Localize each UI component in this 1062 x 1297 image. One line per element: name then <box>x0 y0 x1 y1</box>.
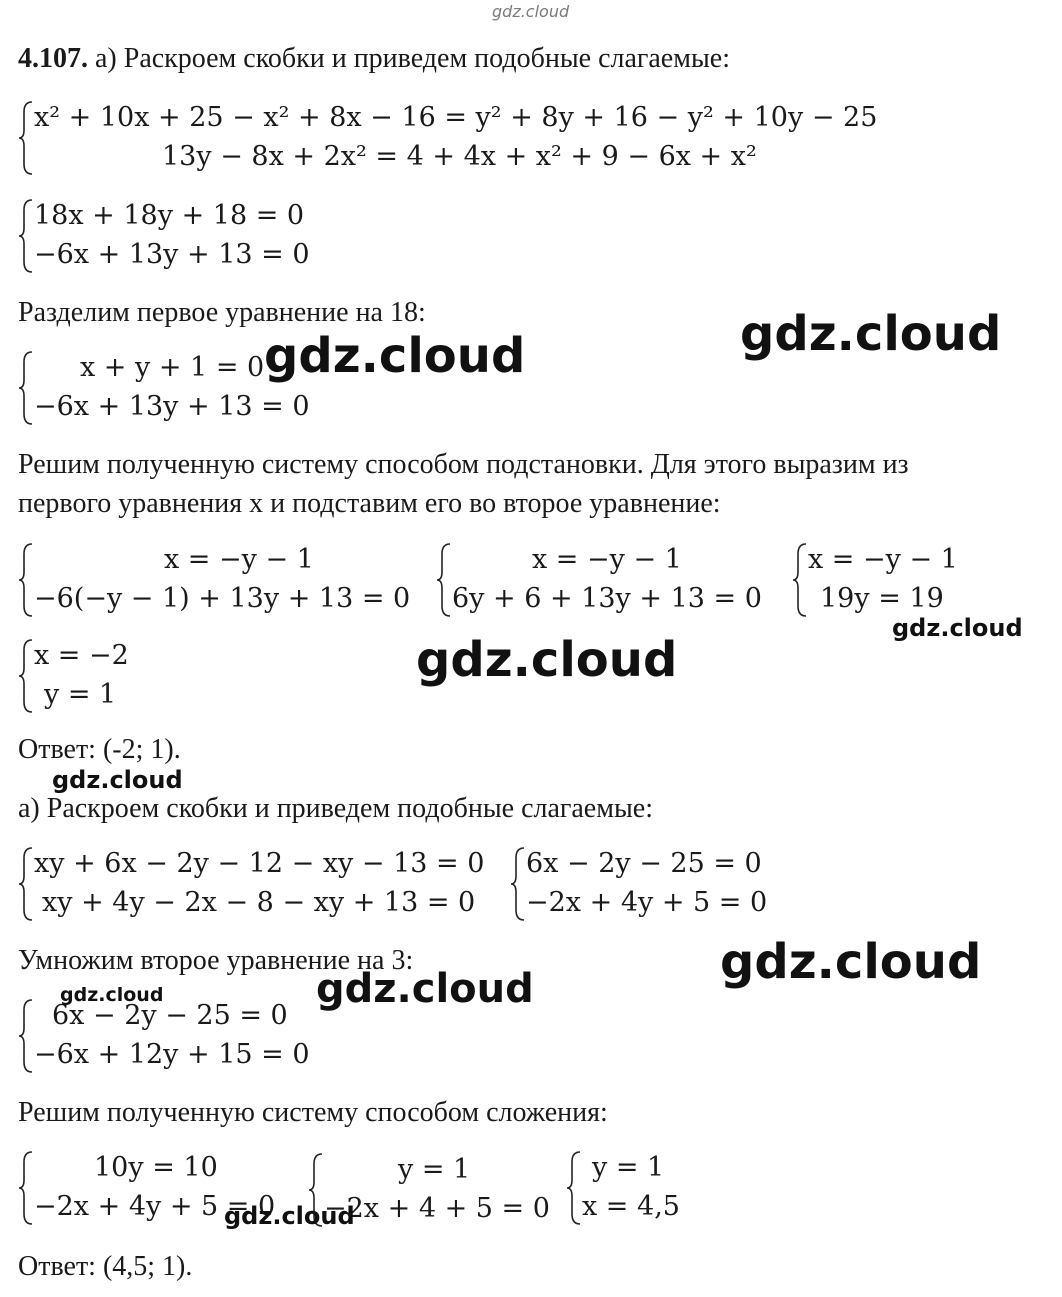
brace-icon <box>792 540 808 620</box>
answer-2: Ответ: (4,5; 1). <box>18 1251 193 1282</box>
brace-icon <box>18 636 34 716</box>
system-7-line-2: −6x + 12y + 15 = 0 <box>34 1039 310 1070</box>
watermark: gdz.cloud <box>264 328 526 384</box>
system-6b-line-1: 6x − 2y − 25 = 0 <box>526 848 762 879</box>
system-8b-line-1: y = 1 <box>398 1154 471 1185</box>
system-6a <box>18 844 508 924</box>
system-5-line-1: x = −2 <box>34 640 129 671</box>
system-5-line-2: y = 1 <box>44 679 117 710</box>
addition-text: Решим полученную систему способом сложения: <box>18 1097 608 1128</box>
watermark: gdz.cloud <box>60 984 164 1006</box>
watermark: gdz.cloud <box>52 766 183 794</box>
system-1 <box>18 98 918 178</box>
system-4a-line-1: x = −y − 1 <box>164 544 314 575</box>
system-5 <box>18 636 178 716</box>
substitution-text-2: первого уравнения x и подставим его во второе уравнение: <box>18 488 721 519</box>
system-8a-line-2: −2x + 4y + 5 = 0 <box>34 1191 276 1222</box>
watermark: gdz.cloud <box>740 306 1002 362</box>
brace-icon <box>510 844 526 924</box>
problem-heading <box>18 42 730 76</box>
system-2 <box>18 196 338 276</box>
system-4a <box>18 540 438 620</box>
intro-a-text: а) Раскроем скобки и приведем подобные слагаемые: <box>95 43 730 74</box>
system-4b-line-2: 6y + 6 + 13y + 13 = 0 <box>452 583 762 614</box>
system-4c <box>792 540 992 620</box>
system-3-line-2: −6x + 13y + 13 = 0 <box>34 391 310 422</box>
system-4b <box>436 540 776 620</box>
system-2-line-2: −6x + 13y + 13 = 0 <box>34 239 310 270</box>
brace-icon <box>436 540 452 620</box>
watermark-top: gdz.cloud <box>492 2 570 21</box>
problem-number: 4.107. <box>18 43 88 74</box>
system-2-line-1: 18x + 18y + 18 = 0 <box>34 200 305 231</box>
system-8c-line-2: x = 4,5 <box>582 1191 680 1222</box>
intro-b-text: а) Раскроем скобки и приведем подобные слагаемые: <box>18 793 653 824</box>
system-8a-line-1: 10y = 10 <box>94 1152 218 1183</box>
brace-icon <box>18 844 34 924</box>
system-6a-line-2: xy + 4y − 2x − 8 − xy + 13 = 0 <box>42 887 476 918</box>
system-7-line-1: 6x − 2y − 25 = 0 <box>52 1000 288 1031</box>
system-4c-line-1: x = −y − 1 <box>808 544 958 575</box>
brace-icon <box>18 98 34 178</box>
system-4a-line-2: −6(−y − 1) + 13y + 13 = 0 <box>34 583 411 614</box>
watermark: gdz.cloud <box>892 614 1023 642</box>
watermark: gdz.cloud <box>316 966 534 1012</box>
system-6b-line-2: −2x + 4y + 5 = 0 <box>526 887 768 918</box>
divide-text: Разделим первое уравнение на 18: <box>18 297 426 328</box>
system-6a-line-1: xy + 6x − 2y − 12 − xy − 13 = 0 <box>34 848 485 879</box>
system-1-line-2: 13y − 8x + 2x² = 4 + 4x + x² + 9 − 6x + x² <box>162 141 757 172</box>
watermark: gdz.cloud <box>720 934 982 990</box>
system-7 <box>18 996 338 1076</box>
system-8c <box>566 1148 706 1228</box>
multiply-text: Умножим второе уравнение на 3: <box>18 945 414 976</box>
system-4b-line-1: x = −y − 1 <box>532 544 682 575</box>
brace-icon <box>566 1148 582 1228</box>
system-3-line-1: x + y + 1 = 0 <box>80 352 265 383</box>
system-4c-line-2: 19y = 19 <box>820 583 944 614</box>
system-8b-line-2: −2x + 4 + 5 = 0 <box>324 1193 550 1224</box>
brace-icon <box>18 348 34 428</box>
system-8c-line-1: y = 1 <box>592 1152 665 1183</box>
system-6b <box>510 844 790 924</box>
brace-icon <box>18 540 34 620</box>
watermark: gdz.cloud <box>416 632 678 688</box>
watermark: gdz.cloud <box>224 1202 355 1230</box>
brace-icon <box>18 1148 34 1228</box>
brace-icon <box>18 196 34 276</box>
brace-icon <box>18 996 34 1076</box>
substitution-text-1: Решим полученную систему способом подстановки. Для этого выразим из <box>18 449 909 480</box>
system-1-line-1: x² + 10x + 25 − x² + 8x − 16 = y² + 8y + 16 − y² + 10y − 25 <box>34 102 878 133</box>
answer-1: Ответ: (-2; 1). <box>18 734 181 765</box>
